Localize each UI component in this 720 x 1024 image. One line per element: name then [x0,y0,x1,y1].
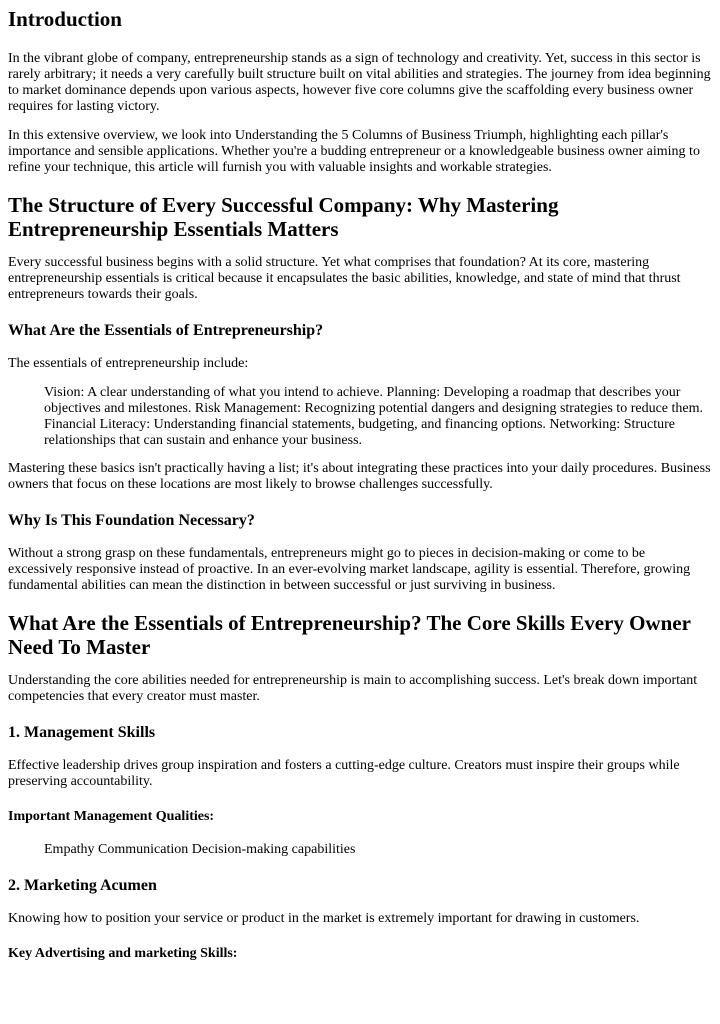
core-skills-heading: What Are the Essentials of Entrepreneurship? The Core Skills Every Owner Need To Master [8,611,691,659]
marketing-paragraph: Knowing how to position your service or product in the market is extremely important for drawing in customers. [8,911,640,926]
intro-paragraph-1: In the vibrant globe of company, entrepreneurship stands as a sign of technology and creativity. Yet, success in this sector is rarely arbitrary; it needs a very carefully built structure built on vital abilities and strategies. The journey from idea beginning to market dominance depends upon various aspects, however five core columns give the scaffolding every business owner requires for lasting victory. [8,51,711,114]
management-paragraph: Effective leadership drives group inspiration and fosters a cutting-edge culture. Creators must inspire their groups while preserving accountability. [8,758,680,789]
core-skills-paragraph: Understanding the core abilities needed for entrepreneurship is main to accomplishing success. Let's break down important competencies that every creator must master. [8,673,698,704]
management-qualities-heading: Important Management Qualities: [8,809,215,824]
structure-paragraph-1: Every successful business begins with a solid structure. Yet what comprises that foundation? At its core, mastering entrepreneurship essentials is critical because it encapsulates the basic abilities, knowledge, and state of mind that thrust entrepreneurs towards their goals. [8,255,681,302]
intro-heading: Introduction [8,7,122,31]
intro-paragraph-2: In this extensive overview, we look into Understanding the 5 Columns of Business Triumph, highlighting each pillar's importance and sensible applications. Whether you're a budding entrepreneur or a knowledgeable business owner aiming to refine your technique, this article will furnish you with valuable insights and workable strategies. [8,128,700,175]
management-qualities-list: Empathy Communication Decision-making capabilities [44,842,356,857]
article [0,7,720,963]
management-heading: 1. Management Skills [8,724,156,741]
essentials-intro: The essentials of entrepreneurship include: [8,356,249,371]
essentials-heading: What Are the Essentials of Entrepreneurship? [8,322,324,339]
structure-heading: The Structure of Every Successful Company: Why Mastering Entrepreneurship Essentials Matters [8,193,559,241]
foundation-paragraph: Without a strong grasp on these fundamentals, entrepreneurs might go to pieces in decision-making or come to be excessively responsive instead of proactive. In an ever-evolving market landscape, agility is essential. Therefore, growing fundamental abilities can mean the distinction in between successful or just surviving in business. [8,546,691,593]
essentials-paragraph-2: Mastering these basics isn't practically having a list; it's about integrating these practices into your daily procedures. Business owners that focus on these locations are most likely to browse challenges successfully. [8,461,711,492]
marketing-heading: 2. Marketing Acumen [8,877,157,894]
marketing-skills-heading: Key Advertising and marketing Skills: [8,946,238,961]
foundation-heading: Why Is This Foundation Necessary? [8,512,255,529]
essentials-list: Vision: A clear understanding of what you intend to achieve. Planning: Developing a roadmap that describes your objectives and milestones. Risk Management: Recognizing potential dangers and designing strategies to reduce them. Financial Literacy: Understanding financial statements, budgeting, and financing options. Networking: Structure relationships that can sustain and enhance your business. [44,385,703,448]
